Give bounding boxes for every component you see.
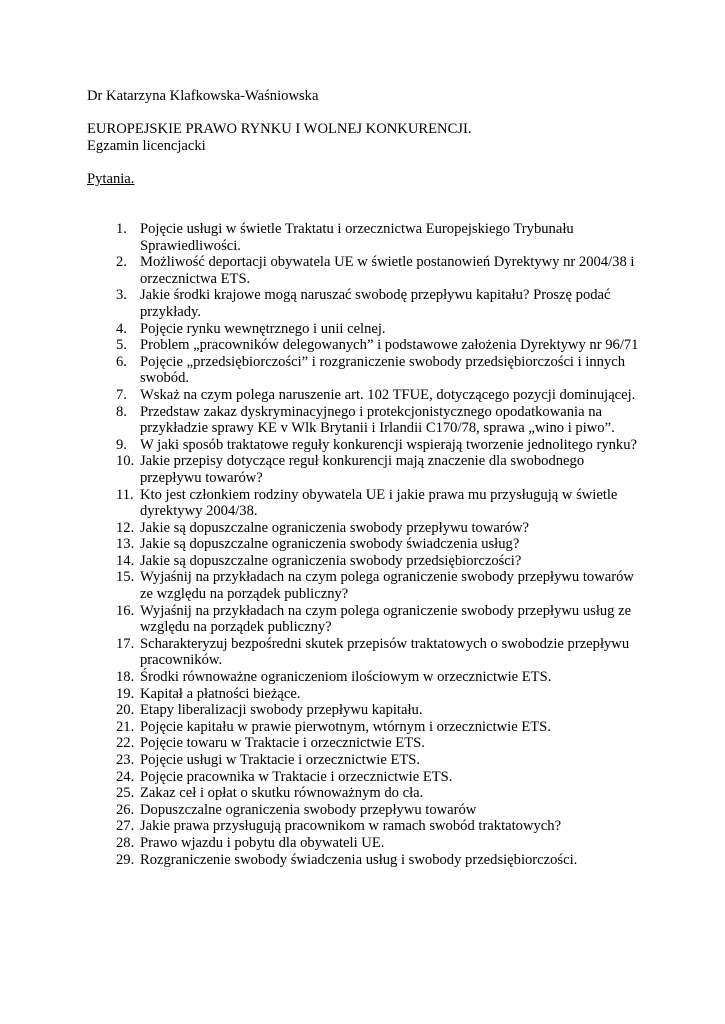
section-heading: Pytania. <box>87 171 135 187</box>
document-title: EUROPEJSKIE PRAWO RYNKU I WOLNEJ KONKURENCJI. <box>87 121 472 137</box>
question-number: 5. <box>116 337 127 354</box>
question-text: W jaki sposób traktatowe reguły konkurencji wspierają tworzenie jednolitego rynku? <box>140 436 637 453</box>
question-text: Możliwość deportacji obywatela UE w świetle postanowień Dyrektywy nr 2004/38 i orzecznictwa ETS. <box>140 254 635 287</box>
question-number: 2. <box>116 254 127 271</box>
question-number: 29. <box>116 851 135 868</box>
question-item <box>116 221 646 254</box>
question-number: 9. <box>116 436 127 453</box>
question-number: 13. <box>116 536 135 553</box>
question-item <box>116 852 646 869</box>
question-number: 28. <box>116 834 135 851</box>
question-text: Pojęcie „przedsiębiorczości” i rozgraniczenie swobody przedsiębiorczości i innych swobód. <box>140 353 626 387</box>
question-text: Pojęcie towaru w Traktacie i orzecznictwie ETS. <box>140 735 425 752</box>
question-number: 8. <box>116 403 127 420</box>
question-text: Pojęcie rynku wewnętrznego i unii celnej. <box>140 320 386 337</box>
question-item <box>116 702 646 719</box>
author-line: Dr Katarzyna Klafkowska-Waśniowska <box>87 88 319 104</box>
question-item <box>116 603 646 636</box>
question-item <box>116 520 646 537</box>
document-subtitle: Egzamin licencjacki <box>87 138 206 154</box>
question-text: Pojęcie usługi w świetle Traktatu i orzecznictwa Europejskiego Trybunału Sprawiedliwości. <box>140 221 574 254</box>
question-number: 23. <box>116 752 135 768</box>
question-item <box>116 669 646 686</box>
question-item <box>116 769 646 786</box>
question-text: Jakie są dopuszczalne ograniczenia swobody przepływu towarów? <box>140 519 530 536</box>
question-item <box>116 785 646 802</box>
question-number: 16. <box>116 602 135 619</box>
question-number: 15. <box>116 569 135 586</box>
question-text: Dopuszczalne ograniczenia swobody przepływu towarów <box>140 801 477 818</box>
question-text: Pojęcie usługi w Traktacie i orzecznictwie ETS. <box>140 752 421 768</box>
question-number: 24. <box>116 768 135 785</box>
question-item <box>116 636 646 669</box>
question-item <box>116 735 646 752</box>
question-number: 4. <box>116 320 127 337</box>
question-item <box>116 437 646 454</box>
question-item <box>116 387 646 404</box>
question-item <box>116 818 646 835</box>
question-item <box>116 569 646 602</box>
question-item <box>116 835 646 852</box>
question-item <box>116 453 646 486</box>
question-item <box>116 287 646 320</box>
question-text: Jakie są dopuszczalne ograniczenia swobody świadczenia usług? <box>140 536 520 553</box>
question-number: 19. <box>116 685 135 702</box>
question-text: Kapitał a płatności bieżące. <box>140 685 301 702</box>
question-text: Problem „pracowników delegowanych” i podstawowe założenia Dyrektywy nr 96/71 <box>140 337 639 354</box>
question-number: 27. <box>116 818 135 835</box>
question-number: 10. <box>116 453 135 470</box>
question-item <box>116 719 646 736</box>
question-number: 7. <box>116 386 127 403</box>
question-item <box>116 321 646 338</box>
question-item <box>116 686 646 703</box>
question-text: Pojęcie pracownika w Traktacie i orzecznictwie ETS. <box>140 768 453 785</box>
questions-list <box>116 221 646 868</box>
question-text: Wskaż na czym polega naruszenie art. 102 TFUE, dotyczącego pozycji dominującej. <box>140 386 636 403</box>
question-number: 6. <box>116 353 127 370</box>
question-number: 1. <box>116 221 127 237</box>
question-number: 3. <box>116 287 127 304</box>
question-number: 20. <box>116 702 135 719</box>
question-item <box>116 337 646 354</box>
question-number: 21. <box>116 718 135 735</box>
question-number: 12. <box>116 519 135 536</box>
question-text: Zakaz ceł i opłat o skutku równoważnym do cła. <box>140 785 424 802</box>
question-item <box>116 752 646 769</box>
question-text: Jakie są dopuszczalne ograniczenia swobody przedsiębiorczości? <box>140 552 522 569</box>
question-item <box>116 404 646 437</box>
question-number: 11. <box>116 486 134 503</box>
question-number: 26. <box>116 801 135 818</box>
question-number: 22. <box>116 735 135 752</box>
question-item <box>116 802 646 819</box>
question-text: Prawo wjazdu i pobytu dla obywateli UE. <box>140 834 385 851</box>
question-item <box>116 536 646 553</box>
question-number: 17. <box>116 635 135 652</box>
question-item <box>116 354 646 387</box>
question-text: Jakie prawa przysługują pracownikom w ramach swobód traktatowych? <box>140 818 562 835</box>
question-text: Środki równoważne ograniczeniom ilościowym w orzecznictwie ETS. <box>140 669 552 686</box>
question-text: Scharakteryzuj bezpośredni skutek przepisów traktatowych o swobodzie przepływu pracowników. <box>140 635 630 669</box>
question-number: 25. <box>116 785 135 802</box>
question-item <box>116 487 646 520</box>
question-item <box>116 254 646 287</box>
question-text: Kto jest członkiem rodziny obywatela UE i jakie prawa mu przysługują w świetle dyrektywy 2004/38. <box>140 486 618 520</box>
question-number: 18. <box>116 669 135 686</box>
question-text: Jakie przepisy dotyczące reguł konkurencji mają znaczenie dla swobodnego przepływu towarów? <box>140 453 585 486</box>
question-text: Etapy liberalizacji swobody przepływu kapitału. <box>140 702 423 719</box>
question-text: Wyjaśnij na przykładach na czym polega ograniczenie swobody przepływu towarów ze względu na porządek publiczny? <box>140 569 634 603</box>
question-text: Przedstaw zakaz dyskryminacyjnego i protekcjonistycznego opodatkowania na przykładzie sprawy KE v Wlk Brytanii i Irlandii C170/78, sprawa „wino i piwo”. <box>140 403 615 437</box>
question-text: Wyjaśnij na przykładach na czym polega ograniczenie swobody przepływu usług ze względu na porządek publiczny? <box>140 602 632 636</box>
question-text: Pojęcie kapitału w prawie pierwotnym, wtórnym i orzecznictwie ETS. <box>140 718 551 735</box>
question-text: Jakie środki krajowe mogą naruszać swobodę przepływu kapitału? Proszę podać przykłady. <box>140 287 611 320</box>
question-number: 14. <box>116 552 135 569</box>
question-item <box>116 553 646 570</box>
question-text: Rozgraniczenie swobody świadczenia usług i swobody przedsiębiorczości. <box>140 851 578 868</box>
